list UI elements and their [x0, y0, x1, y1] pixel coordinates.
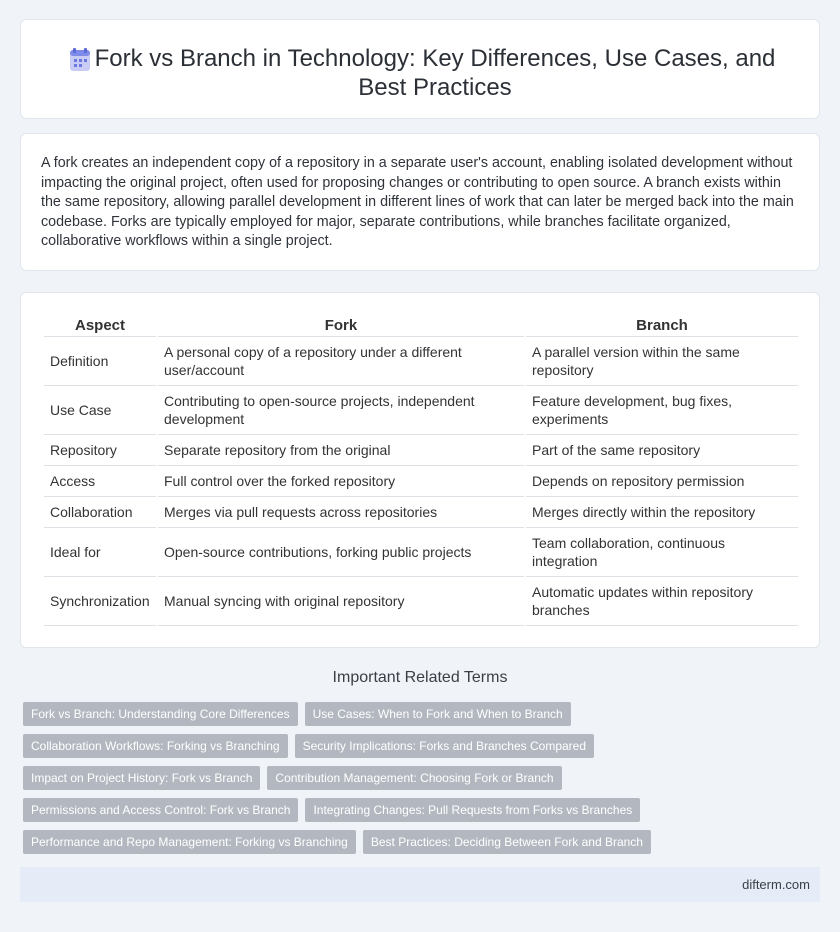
cell-aspect: Access [44, 466, 156, 497]
related-terms-title: Important Related Terms [332, 669, 508, 686]
cell-aspect: Ideal for [44, 528, 156, 577]
related-tag[interactable]: Integrating Changes: Pull Requests from Forks vs Branches [305, 798, 640, 822]
related-tag[interactable]: Contribution Management: Choosing Fork or Branch [267, 766, 561, 790]
cell-branch: Part of the same repository [526, 435, 798, 466]
header-card [20, 19, 820, 119]
cell-aspect: Synchronization [44, 577, 156, 626]
header-aspect: Aspect [44, 315, 156, 337]
header-branch: Branch [526, 315, 798, 337]
page-title: Fork vs Branch in Technology: Key Differences, Use Cases, and Best Practices [94, 45, 776, 101]
related-tag[interactable]: Impact on Project History: Fork vs Branch [23, 766, 260, 790]
tag-row [23, 766, 562, 790]
cell-fork: Contributing to open-source projects, independent development [158, 386, 524, 435]
table-row [44, 386, 798, 435]
tag-row [23, 734, 594, 758]
cell-branch: Depends on repository permission [526, 466, 798, 497]
related-tag[interactable]: Security Implications: Forks and Branches Compared [295, 734, 594, 758]
footer-site-link[interactable]: difterm.com [742, 877, 810, 892]
related-tag[interactable]: Best Practices: Deciding Between Fork and Branch [363, 830, 651, 854]
table-row [44, 435, 798, 466]
related-tag[interactable]: Performance and Repo Management: Forking vs Branching [23, 830, 356, 854]
cell-fork: Separate repository from the original [158, 435, 524, 466]
header-fork: Fork [158, 315, 524, 337]
tag-row [23, 798, 640, 822]
cell-branch: A parallel version within the same repository [526, 337, 798, 386]
cell-fork: Open-source contributions, forking public projects [158, 528, 524, 577]
cell-fork: Manual syncing with original repository [158, 577, 524, 626]
related-tag[interactable]: Collaboration Workflows: Forking vs Branching [23, 734, 288, 758]
related-tag[interactable]: Permissions and Access Control: Fork vs Branch [23, 798, 298, 822]
cell-branch: Team collaboration, continuous integration [526, 528, 798, 577]
cell-fork: Merges via pull requests across repositories [158, 497, 524, 528]
intro-paragraph: A fork creates an independent copy of a repository in a separate user's account, enabling isolated development without impacting the original project, often used for proposing changes or contributing to open source. A branch exists within the same repository, allowing parallel development in different lines of work that can later be merged back into the main codebase. Forks are typically employed for major, separate contributions, while branches facilitate organized, collaborative workflows within a single project. [41, 155, 794, 250]
cell-aspect: Definition [44, 337, 156, 386]
comparison-table [42, 315, 800, 626]
cell-aspect: Use Case [44, 386, 156, 435]
table-row [44, 337, 798, 386]
comparison-card [20, 292, 820, 648]
cell-branch: Merges directly within the repository [526, 497, 798, 528]
table-row [44, 577, 798, 626]
cell-aspect: Collaboration [44, 497, 156, 528]
tag-row [23, 702, 571, 726]
cell-branch: Feature development, bug fixes, experiments [526, 386, 798, 435]
footer [20, 867, 820, 902]
tag-row [23, 830, 651, 854]
cell-aspect: Repository [44, 435, 156, 466]
related-tag[interactable]: Use Cases: When to Fork and When to Branch [305, 702, 571, 726]
table-row [44, 466, 798, 497]
cell-fork: Full control over the forked repository [158, 466, 524, 497]
intro-card [20, 133, 820, 271]
cell-fork: A personal copy of a repository under a different user/account [158, 337, 524, 386]
table-row [44, 497, 798, 528]
related-tag[interactable]: Fork vs Branch: Understanding Core Differences [23, 702, 298, 726]
table-row [44, 528, 798, 577]
cell-branch: Automatic updates within repository branches [526, 577, 798, 626]
